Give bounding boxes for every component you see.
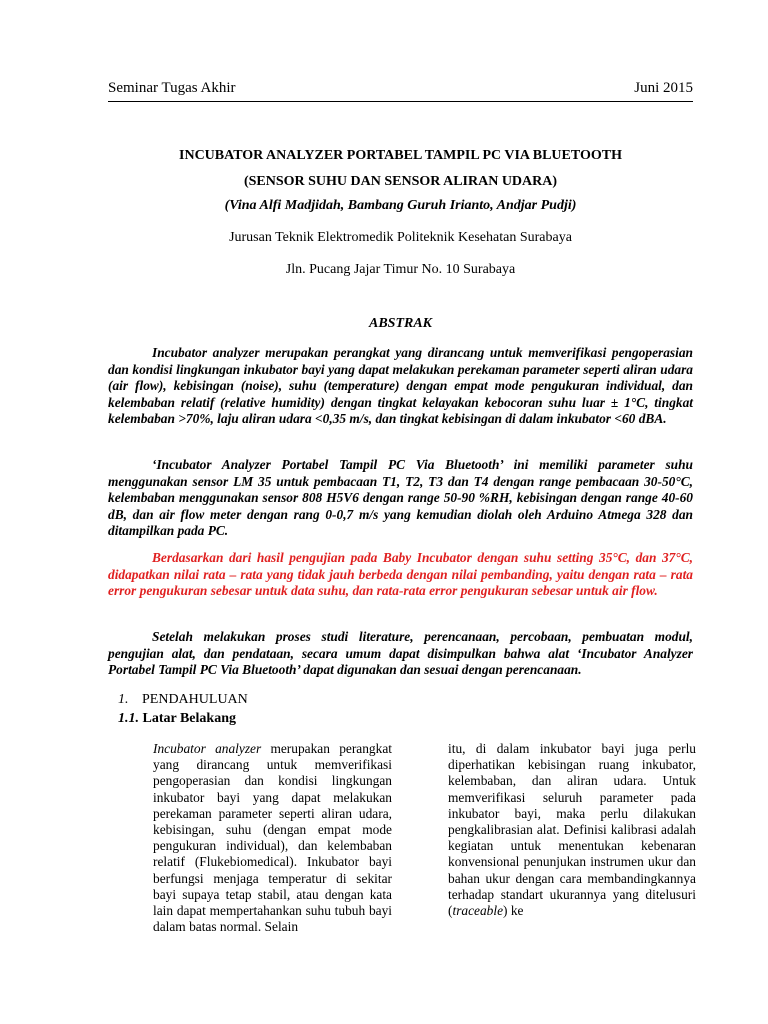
running-header: [108, 80, 693, 102]
section-number: 1.: [118, 692, 129, 707]
body-right-text-end: ) ke: [503, 903, 524, 919]
paper-title-line-2: (SENSOR SUHU DAN SENSOR ALIRAN UDARA): [243, 174, 558, 189]
abstract-paragraph-3: Berdasarkan dari hasil pengujian pada Baby Incubator dengan suhu setting 35°C, dan 37°C, didapatkan nilai rata – rata yang tidak jauh berbeda dengan nilai pembanding, yaitu dengan rata – rata error pengukuran sebesar untuk data suhu, dan rata-rata error pengukuran sebesar untuk air flow.: [108, 550, 693, 599]
body-left-italic: Incubator analyzer: [153, 741, 262, 756]
body-column-right: [448, 741, 696, 919]
section-heading: [118, 692, 248, 708]
paper-title-line-1: INCUBATOR ANALYZER PORTABEL TAMPIL PC VIA BLUETOOTH: [179, 148, 622, 163]
subsection-number: 1.1.: [118, 711, 139, 726]
header-right: Juni 2015: [634, 80, 693, 96]
subsection-title: Latar Belakang: [142, 711, 236, 726]
address: Jln. Pucang Jajar Timur No. 10 Surabaya: [285, 262, 516, 277]
abstract-paragraph-4: Setelah melakukan proses studi literature, perencanaan, percobaan, pembuatan modul, pengujian alat, dan pendataan, secara umum dapat disimpulkan bahwa alat ‘Incubator Analyzer Portabel Tampil PC Via Bluetooth’ dapat digunakan dan sesuai dengan perencanaan.: [108, 629, 693, 678]
affiliation: Jurusan Teknik Elektromedik Politeknik Kesehatan Surabaya: [229, 230, 572, 245]
abstract-paragraph-1: Incubator analyzer merupakan perangkat yang dirancang untuk memverifikasi pengoperasian dan kondisi lingkungan inkubator bayi yang dapat melakukan perekaman parameter seperti aliran udara (air flow), kebisingan (noise), suhu (temperature) dengan empat mode pengukuran individual, dan kelembaban relatif (relative humidity) dengan tingkat kelayakan kebocoran suhu luar ± 1°C, tingkat kelembaban >70%, laju aliran udara <0,35 m/s, dan tingkat kebisingan di dalam inkubator <60 dBA.: [108, 345, 693, 427]
section-title: PENDAHULUAN: [142, 692, 248, 707]
abstract-heading: ABSTRAK: [368, 316, 433, 331]
body-right-italic: traceable: [452, 903, 504, 919]
body-left-text: merupakan perangkat yang dirancang untuk memverifikasi pengoperasian dan kondisi lingkungan inkubator bayi yang dapat melakukan perekaman parameter seperti aliran udara, kebisingan, suhu (dengan empat mode pengukuran individual), dan kelembaban relatif (Flukebiomedical). Inkubator bayi berfungsi menjaga temperatur di sekitar bayi supaya tetap stabil, atau dengan kata lain dapat mempertahankan suhu tubuh bayi dalam batas normal. Selain: [153, 741, 392, 935]
abstract-paragraph-2: ‘Incubator Analyzer Portabel Tampil PC Via Bluetooth’ ini memiliki parameter suhu menggunakan sensor LM 35 untuk pembacaan T1, T2, T3 dan T4 dengan range pembacaan 30-50°C, kelembaban menggunakan sensor 808 H5V6 dengan range 50-90 %RH, kebisingan dengan range 40-60 dB, dan air flow meter dengan rang 0-0,7 m/s yang kemudian diolah oleh Arduino Atmega 328 dan ditampilkan pada PC.: [108, 457, 693, 539]
body-right-text: itu, di dalam inkubator bayi juga perlu diperhatikan kebisingan ruang inkubator, kelembaban, dan aliran udara. Untuk memverifikasi seluruh parameter pada inkubator bayi, maka perlu dilakukan pengkalibrasian alat. Definisi kalibrasi adalah kegiatan untuk menentukan kebenaran konvensional penunjukan instrumen ukur dan bahan ukur dengan cara membandingkannya terhadap standart ukurannya yang ditelusuri (: [448, 741, 696, 919]
body-column-left: [153, 741, 392, 935]
header-left: Seminar Tugas Akhir: [108, 80, 236, 96]
subsection-heading: [118, 711, 236, 727]
paper-authors: (Vina Alfi Madjidah, Bambang Guruh Irianto, Andjar Pudji): [224, 198, 577, 213]
